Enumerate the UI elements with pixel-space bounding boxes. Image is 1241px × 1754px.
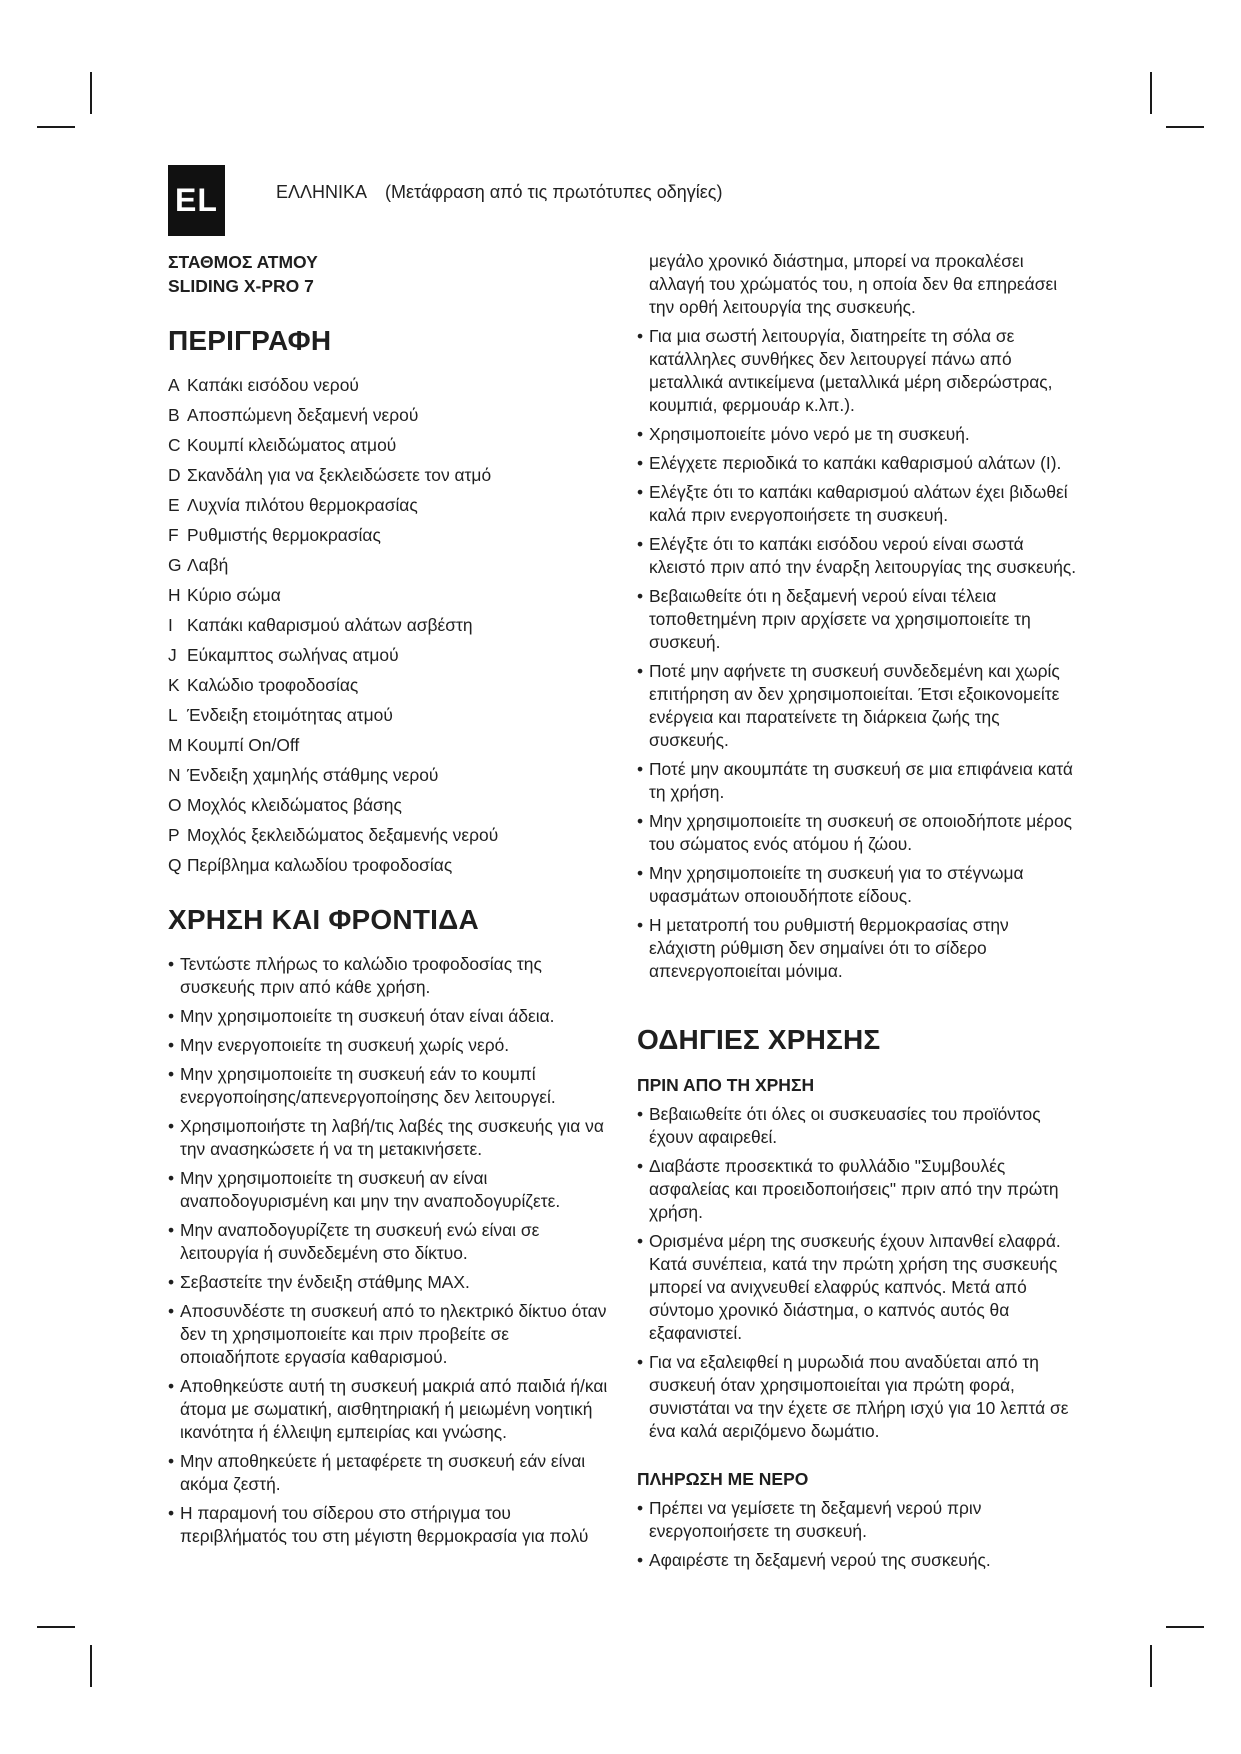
part-item: L Ένδειξη ετοιμότητας ατμού [168,705,393,725]
part-item: H Κύριο σώμα [168,585,281,605]
language-name: ΕΛΛΗΝΙΚΑ [276,182,368,202]
before-use-list [637,1103,1077,1443]
bullet-item: • Μην χρησιμοποιείτε τη συσκευή εάν το κουμπί ενεργοποίησης/απενεργοποίησης δεν λειτουργεί. [168,1063,608,1109]
part-item: P Μοχλός ξεκλειδώματος δεξαμενής νερού [168,825,499,845]
bullet-item: • Μην χρησιμοποιείτε τη συσκευή σε οποιοδήποτε μέρος του σώματος ενός ατόμου ή ζώου. [637,810,1077,856]
crop-mark [90,72,92,114]
bullet-item: • Τεντώστε πλήρως το καλώδιο τροφοδοσίας της συσκευής πριν από κάθε χρήση. [168,953,608,999]
part-item: E Λυχνία πιλότου θερμοκρασίας [168,495,418,515]
bullet-item: • Βεβαιωθείτε ότι η δεξαμενή νερού είναι τέλεια τοποθετημένη πριν αρχίσετε να χρησιμοποιείτε τη συσκευή. [637,585,1077,654]
bullet-item: • Ορισμένα μέρη της συσκευής έχουν λιπανθεί ελαφρά. Κατά συνέπεια, κατά την πρώτη χρήση της συσκευής μπορεί να ανιχνευθεί ελαφρύς καπνός. Μετά από σύντομο χρονικό διάστημα, ο καπνός αυτός θα εξαφανιστεί. [637,1230,1077,1345]
right-column [637,250,1077,1578]
bullet-item: • Η παραμονή του σίδερου στο στήριγμα του περιβλήματός του στη μέγιστη θερμοκρασία για πολύ [168,1502,608,1548]
parts-list [168,374,608,877]
part-item: J Εύκαμπτος σωλήνας ατμού [168,645,399,665]
crop-mark [1166,1626,1204,1628]
use-care-list-continued [637,250,1077,983]
part-item: N Ένδειξη χαμηλής στάθμης νερού [168,765,439,785]
part-item: B Αποσπώμενη δεξαμενή νερού [168,405,419,425]
crop-mark [37,1626,75,1628]
bullet-item: • Αφαιρέστε τη δεξαμενή νερού της συσκευής. [637,1549,1077,1572]
before-use-heading: ΠΡΙΝ ΑΠΟ ΤΗ ΧΡΗΣΗ [637,1075,815,1095]
description-heading: ΠΕΡΙΓΡΑΦΗ [168,325,332,356]
product-model: SLIDING X-PRO 7 [168,276,314,296]
part-item: O Μοχλός κλειδώματος βάσης [168,795,402,815]
bullet-item: • Ποτέ μην αφήνετε τη συσκευή συνδεδεμένη και χωρίς επιτήρηση αν δεν χρησιμοποιείται. Έτσι εξοικονομείτε ενέργεια και παρατείνετε τη διάρκεια ζωής της συσκευής. [637,660,1077,752]
bullet-item: • Μην ενεργοποιείτε τη συσκευή χωρίς νερό. [168,1034,608,1057]
bullet-item: • Ελέγξτε ότι το καπάκι καθαρισμού αλάτων έχει βιδωθεί καλά πριν ενεργοποιήσετε τη συσκευή. [637,481,1077,527]
part-item: K Καλώδιο τροφοδοσίας [168,675,359,695]
bullet-item: • Χρησιμοποιήστε τη λαβή/τις λαβές της συσκευής για να την ανασηκώσετε ή να τη μετακινήσετε. [168,1115,608,1161]
bullet-item: • Αποθηκεύστε αυτή τη συσκευή μακριά από παιδιά ή/και άτομα με σωματική, αισθητηριακή ή μειωμένη νοητική ικανότητα ή έλλειψη εμπειρίας και γνώσης. [168,1375,608,1444]
product-type: ΣΤΑΘΜΟΣ ΑΤΜΟΥ [168,252,318,272]
use-care-heading: ΧΡΗΣΗ ΚΑΙ ΦΡΟΝΤΙΔΑ [168,904,479,935]
crop-mark [1166,126,1204,128]
language-badge: EL [168,165,225,236]
bullet-item: • Μην αναποδογυρίζετε τη συσκευή ενώ είναι σε λειτουργία ή συνδεδεμένη στο δίκτυο. [168,1219,608,1265]
bullet-item: • Για να εξαλειφθεί η μυρωδιά που αναδύεται από τη συσκευή όταν χρησιμοποιείται για πρώτη φορά, συνιστάται να την έχετε σε πλήρη ισχύ για 10 λεπτά σε ένα καλά αεριζόμενο δωμάτιο. [637,1351,1077,1443]
bullet-item: • Διαβάστε προσεκτικά το φυλλάδιο "Συμβουλές ασφαλείας και προειδοποιήσεις" πριν από την πρώτη χρήση. [637,1155,1077,1224]
crop-mark [90,1645,92,1687]
bullet-item: • Μην αποθηκεύετε ή μεταφέρετε τη συσκευή εάν είναι ακόμα ζεστή. [168,1450,608,1496]
bullet-item: • Για μια σωστή λειτουργία, διατηρείτε τη σόλα σε κατάλληλες συνθήκες δεν λειτουργεί πάνω από μεταλλικά αντικείμενα (μεταλλικά μέρη σιδερώστρας, κουμπιά, φερμουάρ κ.λπ.). [637,325,1077,417]
part-item: F Ρυθμιστής θερμοκρασίας [168,525,381,545]
filling-heading: ΠΛΗΡΩΣΗ ΜΕ ΝΕΡΟ [637,1469,809,1489]
bullet-item: • Μην χρησιμοποιείτε τη συσκευή αν είναι αναποδογυρισμένη και μην την αναποδογυρίζετε. [168,1167,608,1213]
bullet-item: • Αποσυνδέστε τη συσκευή από το ηλεκτρικό δίκτυο όταν δεν τη χρησιμοποιείτε και πριν προβείτε σε οποιαδήποτε εργασία καθαρισμού. [168,1300,608,1369]
bullet-item: • Βεβαιωθείτε ότι όλες οι συσκευασίες του προϊόντος έχουν αφαιρεθεί. [637,1103,1077,1149]
bullet-item: • Μην χρησιμοποιείτε τη συσκευή για το στέγνωμα υφασμάτων οποιουδήποτε είδους. [637,862,1077,908]
part-item: C Κουμπί κλειδώματος ατμού [168,435,397,455]
bullet-item: • Ελέγξτε ότι το καπάκι εισόδου νερού είναι σωστά κλειστό πριν από την έναρξη λειτουργίας της συσκευής. [637,533,1077,579]
bullet-item: • Σεβαστείτε την ένδειξη στάθμης MAX. [168,1271,608,1294]
part-item: A Καπάκι εισόδου νερού [168,375,359,395]
crop-mark [37,126,75,128]
translation-note: (Μετάφραση από τις πρωτότυπες οδηγίες) [385,182,723,202]
instructions-heading: ΟΔΗΓΙΕΣ ΧΡΗΣΗΣ [637,1024,881,1055]
bullet-item: • Η μετατροπή του ρυθμιστή θερμοκρασίας στην ελάχιστη ρύθμιση δεν σημαίνει ότι το σίδερο απενεργοποιείται μόνιμα. [637,914,1077,983]
bullet-item: • Χρησιμοποιείτε μόνο νερό με τη συσκευή. [637,423,1077,446]
filling-list [637,1497,1077,1572]
bullet-continuation: μεγάλο χρονικό διάστημα, μπορεί να προκαλέσει αλλαγή του χρώματός του, η οποία δεν θα επηρεάσει την ορθή λειτουργία της συσκευής. [649,251,1058,317]
bullet-item: • Πρέπει να γεμίσετε τη δεξαμενή νερού πριν ενεργοποιήσετε τη συσκευή. [637,1497,1077,1543]
bullet-item: • Ποτέ μην ακουμπάτε τη συσκευή σε μια επιφάνεια κατά τη χρήση. [637,758,1077,804]
bullet-item: • Ελέγχετε περιοδικά το καπάκι καθαρισμού αλάτων (I). [637,452,1077,475]
crop-mark [1150,72,1152,114]
part-item: D Σκανδάλη για να ξεκλειδώσετε τον ατμό [168,465,492,485]
part-item: Q Περίβλημα καλωδίου τροφοδοσίας [168,855,453,875]
part-item: M Κουμπί On/Off [168,735,300,755]
part-item: G Λαβή [168,555,229,575]
left-column [168,250,608,1554]
crop-mark [1150,1645,1152,1687]
part-item: I Καπάκι καθαρισμού αλάτων ασβέστη [168,615,473,635]
use-care-list [168,953,608,1548]
bullet-item: • Μην χρησιμοποιείτε τη συσκευή όταν είναι άδεια. [168,1005,608,1028]
